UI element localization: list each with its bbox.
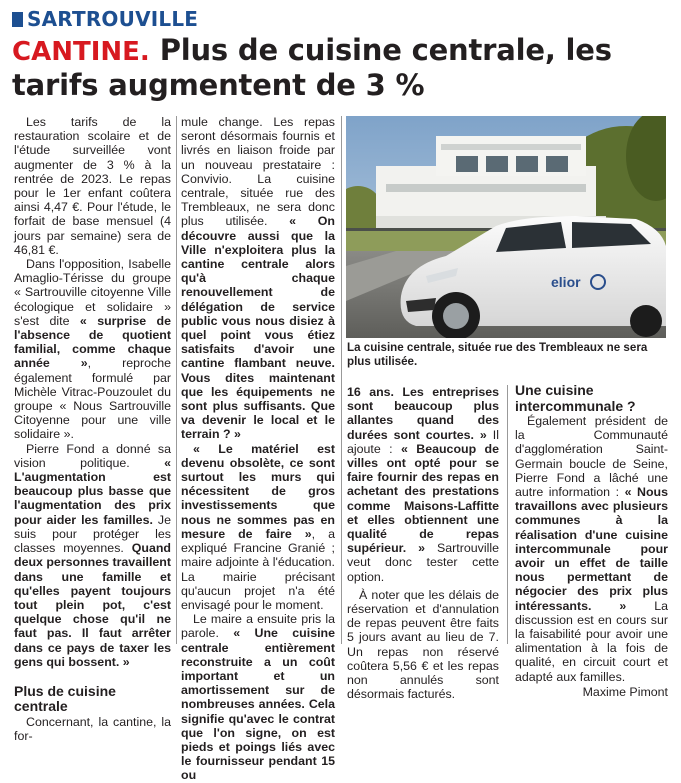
column-divider — [341, 116, 342, 644]
subheading: Plus de cuisine centrale — [14, 682, 116, 715]
subheading: Une cuisine intercommunale ? — [515, 382, 636, 414]
paragraph: Le maire a ensuite pris la parole. « Une cuisine centrale entièrement reconstruite a un coût important et un amortissement sur de nombreuses années. Cela signifie qu'avec le contrat que l'on signe, on est pieds et poings liés avec le fournisseur pendant 15 ou — [181, 612, 335, 783]
article-column-1 — [14, 115, 171, 743]
author-signature: Maxime Pimont — [582, 684, 668, 699]
article-column-3 — [347, 385, 499, 701]
paragraph: Dans l'opposition, Isabelle Amaglio-Térisse du groupe « Sartrouville citoyenne Ville écologique et solidaire » s'est dite « surprise de l'absence de quotient familial, comme chaque année », reproche également formulé par Michèle Vitrac-Pouzoulet du groupe « Nous Sartrouville Citoyenne pour une ville solidaire ». — [14, 257, 171, 442]
article-column-4 — [515, 383, 668, 699]
paragraph: Les tarifs de la restauration scolaire et de l'étude surveillée vont augmenter de 3 % à la rentrée de 2023. Le repas pour le 1er enfant coûtera ainsi 4,47 €. Pour l'étude, le forfait de base mensuel (4 jours par semaine) sera de 46,81 €. — [14, 115, 171, 257]
section-title: SARTROUVILLE — [27, 7, 199, 31]
column-divider — [507, 385, 508, 644]
paragraph: À noter que les délais de réservation et d'annulation de repas peuvent être faits 5 jours avant au lieu de 7. Un repas non réservé coûtera 5,56 € et les repas non annulés sont désormais facturés. — [347, 587, 499, 702]
photo-image — [346, 116, 666, 338]
paragraph: Également président de la Communauté d'agglomération Saint-Germain boucle de Seine, Pierre Fond a lâché une autre information : « Nous travaillons avec plusieurs communes à la réalisation d'une cuisine intercommunale pour avoir un effet de taille nous permettant de négocier des prix plus intéressants. » La discussion est en cours sur la faisabilité pour avoir une alimentation à la fois de qualité, en circuit court et adapté aux familles. — [515, 414, 668, 684]
section-label — [12, 7, 198, 31]
photo-cuisine-centrale — [346, 116, 666, 338]
paragraph: 16 ans. Les entreprises sont beaucoup plus allantes quand des durées sont courtes. » Il ajoute : « Beaucoup de villes ont opté pour se faire fournir des repas en achetant des prestations comme Maisons-Laffitte et elles obtiennent une qualité de repas supérieur. » Sartrouville veut donc tester cette option. — [347, 385, 500, 584]
paragraph: « Le matériel est devenu obsolète, ce sont surtout les murs qui nécessitent de gros investissements que nous ne sommes pas en mesure de faire », a expliqué Francine Granié ; maire adjointe à l'éducation. La mairie précisant qu'aucun projet n'a été envisagé pour le moment. — [181, 441, 336, 612]
paragraph: mule change. Les repas seront désormais fournis et livrés en liaison froide par un nouveau prestataire : Convivio. La cuisine centrale, située rue des Trembleaux, ne sera donc plus utilisée. « On découvre aussi que la Ville n'exploitera plus la cantine centrale alors qu'à chaque renouvellement de délégation de service public vous nous disiez à quel point vous étiez satisfaits d'avoir une cantine flambant neuve. Vous dites maintenant que les équipements ne sont plus suffisants. Que va devenir le local et le terrain ? » — [181, 115, 335, 442]
article-column-2 — [181, 115, 335, 783]
paragraph: Pierre Fond a donné sa vision politique. « L'augmentation est beaucoup plus basse que l'augmentation des prix pour aider les familles. Je suis pour protéger les classes moyennes. Quand deux personnes travaillent dans une famille et qu'elles payent toujours tout plein pot, c'est quelque chose qu'il ne faut pas. Il faut arrêter dans ce pays de taxer les gens qui bossent. » — [14, 441, 172, 669]
car-logo-text: elior — [551, 274, 581, 290]
paragraph: Concernant, la cantine, la for- — [14, 714, 171, 744]
headline — [12, 34, 674, 102]
photo-caption: La cuisine centrale, située rue des Trembleaux ne sera plus utilisée. — [347, 341, 648, 368]
headline-kicker: CANTINE. — [12, 37, 150, 67]
column-divider — [176, 116, 177, 644]
section-square-icon — [12, 12, 23, 27]
headline-title: Plus de cuisine centrale, les tarifs augmentent de 3 % — [12, 33, 612, 102]
